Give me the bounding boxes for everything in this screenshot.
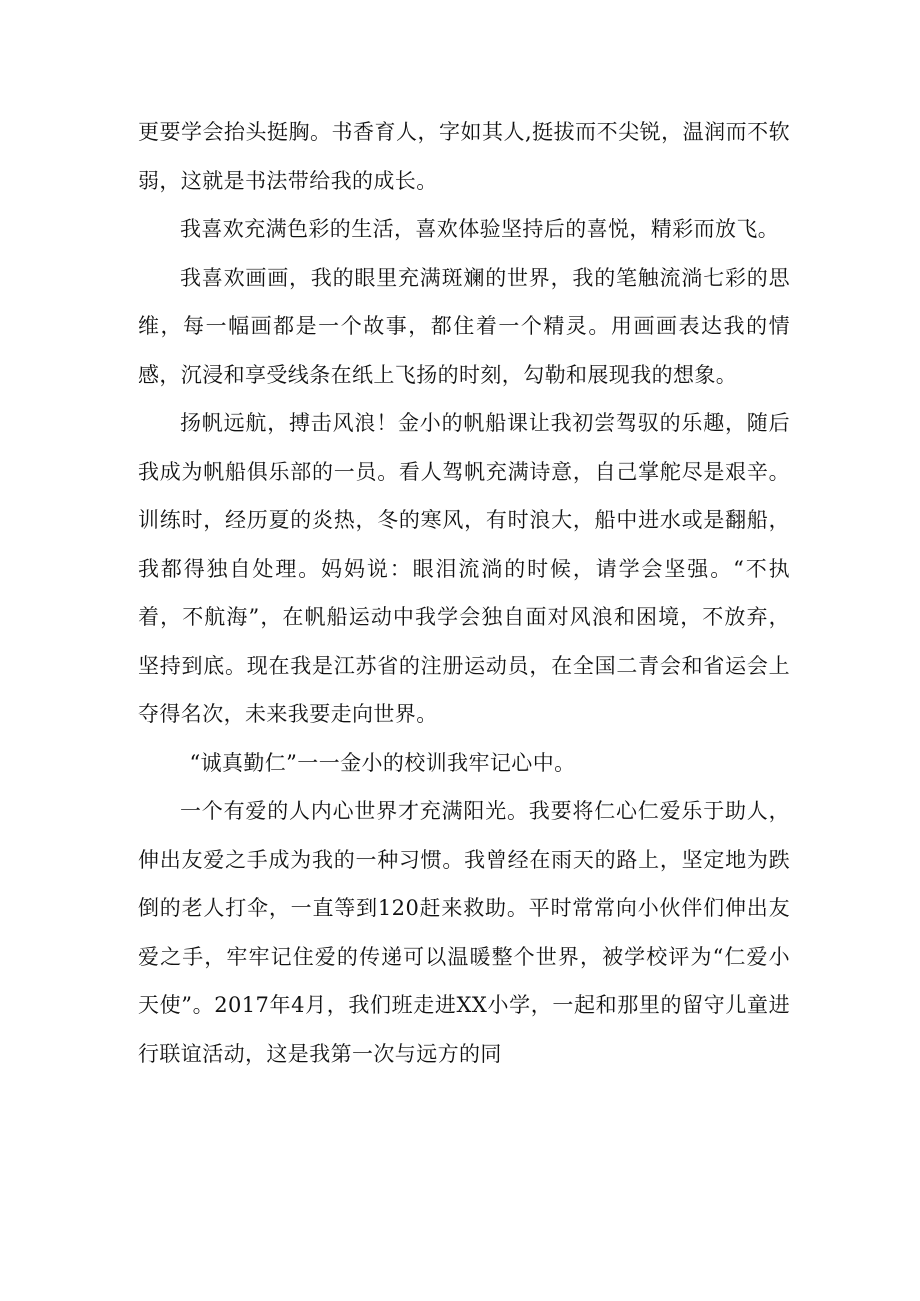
paragraph-kindness: 一个有爱的人内心世界才充满阳光。我要将仁心仁爱乐于助人，伸出友爱之手成为我的一种习惯。我曾经在雨天的路上，坚定地为跌倒的老人打伞，一直等到120赶来救助。平时常常向小伙伴们伸出友爱之手，牢牢记住爱的传递可以温暖整个世界，被学校评为“仁爱小天使”。2017年4月，我们班走进XX小学，一起和那里的留守儿童进行联谊活动，这是我第一次与远方的同	[138, 799, 790, 1066]
paragraph-calligraphy-growth: 更要学会抬头挺胸。书香育人，字如其人,挺拔而不尖锐，温润而不软弱，这就是书法带给我的成长。	[138, 120, 790, 193]
paragraph-school-motto: “诚真勤仁”一一金小的校训我牢记心中。	[189, 750, 576, 775]
body-text	[138, 108, 790, 1078]
paragraph-colorful-life: 我喜欢充满色彩的生活，喜欢体验坚持后的喜悦，精彩而放飞。	[180, 217, 780, 241]
paragraph-painting: 我喜欢画画，我的眼里充满斑斓的世界，我的笔触流淌七彩的思维，每一幅画都是一个故事，都住着一个精灵。用画画表达我的情感，沉浸和享受线条在纸上飞扬的时刻，勾勒和展现我的想象。	[138, 265, 790, 387]
paragraph-sailing: 扬帆远航，搏击风浪！金小的帆船课让我初尝驾驭的乐趣，随后我成为帆船俱乐部的一员。看人驾帆充满诗意，自己掌舵尽是艰辛。训练时，经历夏的炎热，冬的寒风，有时浪大，船中进水或是翻船，我都得独自处理。妈妈说：眼泪流淌的时候，请学会坚强。“不执着，不航海”，在帆船运动中我学会独自面对风浪和困境，不放弃，坚持到底。现在我是江苏省的注册运动员，在全国二青会和省运会上夺得名次，未来我要走向世界。	[138, 411, 790, 726]
